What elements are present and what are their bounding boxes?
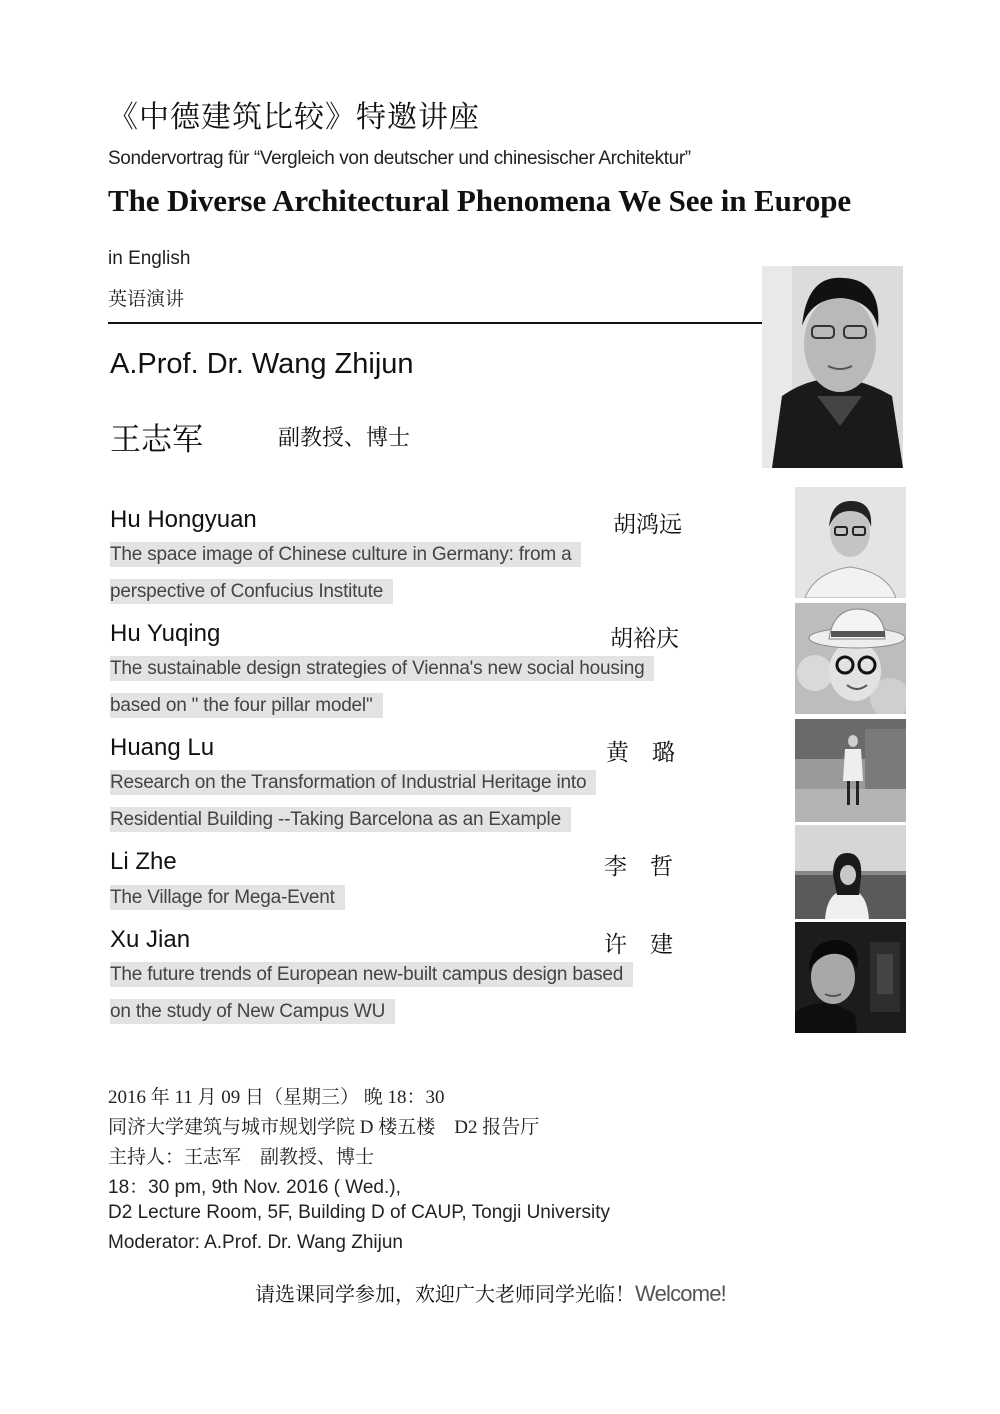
topic-line: Residential Building --Taking Barcelona as an Example	[110, 807, 571, 832]
speaker-name-chinese: 李 哲	[604, 854, 673, 880]
welcome-english: Welcome!	[635, 1281, 726, 1306]
speaker-name-english: Hu Hongyuan	[110, 506, 257, 533]
speaker-portrait-icon	[795, 719, 906, 822]
topic-line: The future trends of European new-built campus design based	[110, 962, 633, 987]
host-name-chinese: 王志军	[110, 422, 203, 458]
topic-line: The Village for Mega-Event	[110, 885, 345, 910]
speaker-name-english: Huang Lu	[110, 734, 215, 761]
speaker-topic	[110, 956, 694, 1030]
host-portrait-icon	[762, 266, 903, 468]
speaker-portrait-icon	[795, 825, 906, 919]
welcome-message	[255, 1278, 726, 1307]
host-name-english: A.Prof. Dr. Wang Zhijun	[110, 348, 414, 380]
speaker-name-chinese: 许 建	[604, 932, 673, 958]
topic-line: on the study of New Campus WU	[110, 999, 395, 1024]
topic-line: perspective of Confucius Institute	[110, 579, 393, 604]
topic-line: The space image of Chinese culture in Germany: from a	[110, 542, 581, 567]
speaker-portrait-icon	[795, 603, 906, 714]
speaker-name-english: Li Zhe	[110, 848, 177, 875]
topic-line: based on " the four pillar model"	[110, 693, 383, 718]
speaker-name-english: Hu Yuqing	[110, 620, 221, 647]
divider-line	[108, 322, 763, 324]
welcome-chinese: 请选课同学参加，欢迎广大老师同学光临！	[255, 1282, 635, 1306]
event-date-english: 18：30 pm, 9th Nov. 2016 ( Wed.),	[108, 1177, 401, 1198]
event-moderator-chinese: 主持人：王志军 副教授、博士	[108, 1147, 375, 1168]
event-moderator-english: Moderator: A.Prof. Dr. Wang Zhijun	[108, 1232, 403, 1253]
speaker-topic	[110, 536, 694, 610]
subtitle-german: Sondervortrag für “Vergleich von deutscher und chinesischer Architektur”	[108, 148, 691, 169]
speaker-name-chinese: 胡裕庆	[610, 626, 679, 652]
speaker-portrait-icon	[795, 922, 906, 1033]
speaker-name-chinese: 胡鸿远	[613, 512, 682, 538]
event-venue-chinese: 同济大学建筑与城市规划学院 D 楼五楼 D2 报告厅	[108, 1117, 540, 1138]
title-english: The Diverse Architectural Phenomena We See in Europe	[108, 183, 852, 218]
language-english: in English	[108, 248, 191, 269]
speaker-name-english: Xu Jian	[110, 926, 191, 953]
host-title-chinese: 副教授、博士	[278, 426, 411, 451]
speaker-topic	[110, 764, 694, 838]
speaker-topic	[110, 879, 694, 916]
topic-line: The sustainable design strategies of Vienna's new social housing	[110, 656, 654, 681]
speaker-portrait-icon	[795, 487, 906, 598]
speaker-name-chinese: 黄 璐	[606, 740, 675, 766]
event-date-chinese: 2016 年 11 月 09 日（星期三） 晚 18：30	[108, 1087, 445, 1108]
event-venue-english: D2 Lecture Room, 5F, Building D of CAUP, Tongji University	[108, 1202, 610, 1223]
speaker-topic	[110, 650, 694, 724]
language-chinese: 英语演讲	[108, 288, 185, 310]
topic-line: Research on the Transformation of Industrial Heritage into	[110, 770, 596, 795]
title-chinese: 《中德建筑比较》特邀讲座	[108, 100, 480, 135]
